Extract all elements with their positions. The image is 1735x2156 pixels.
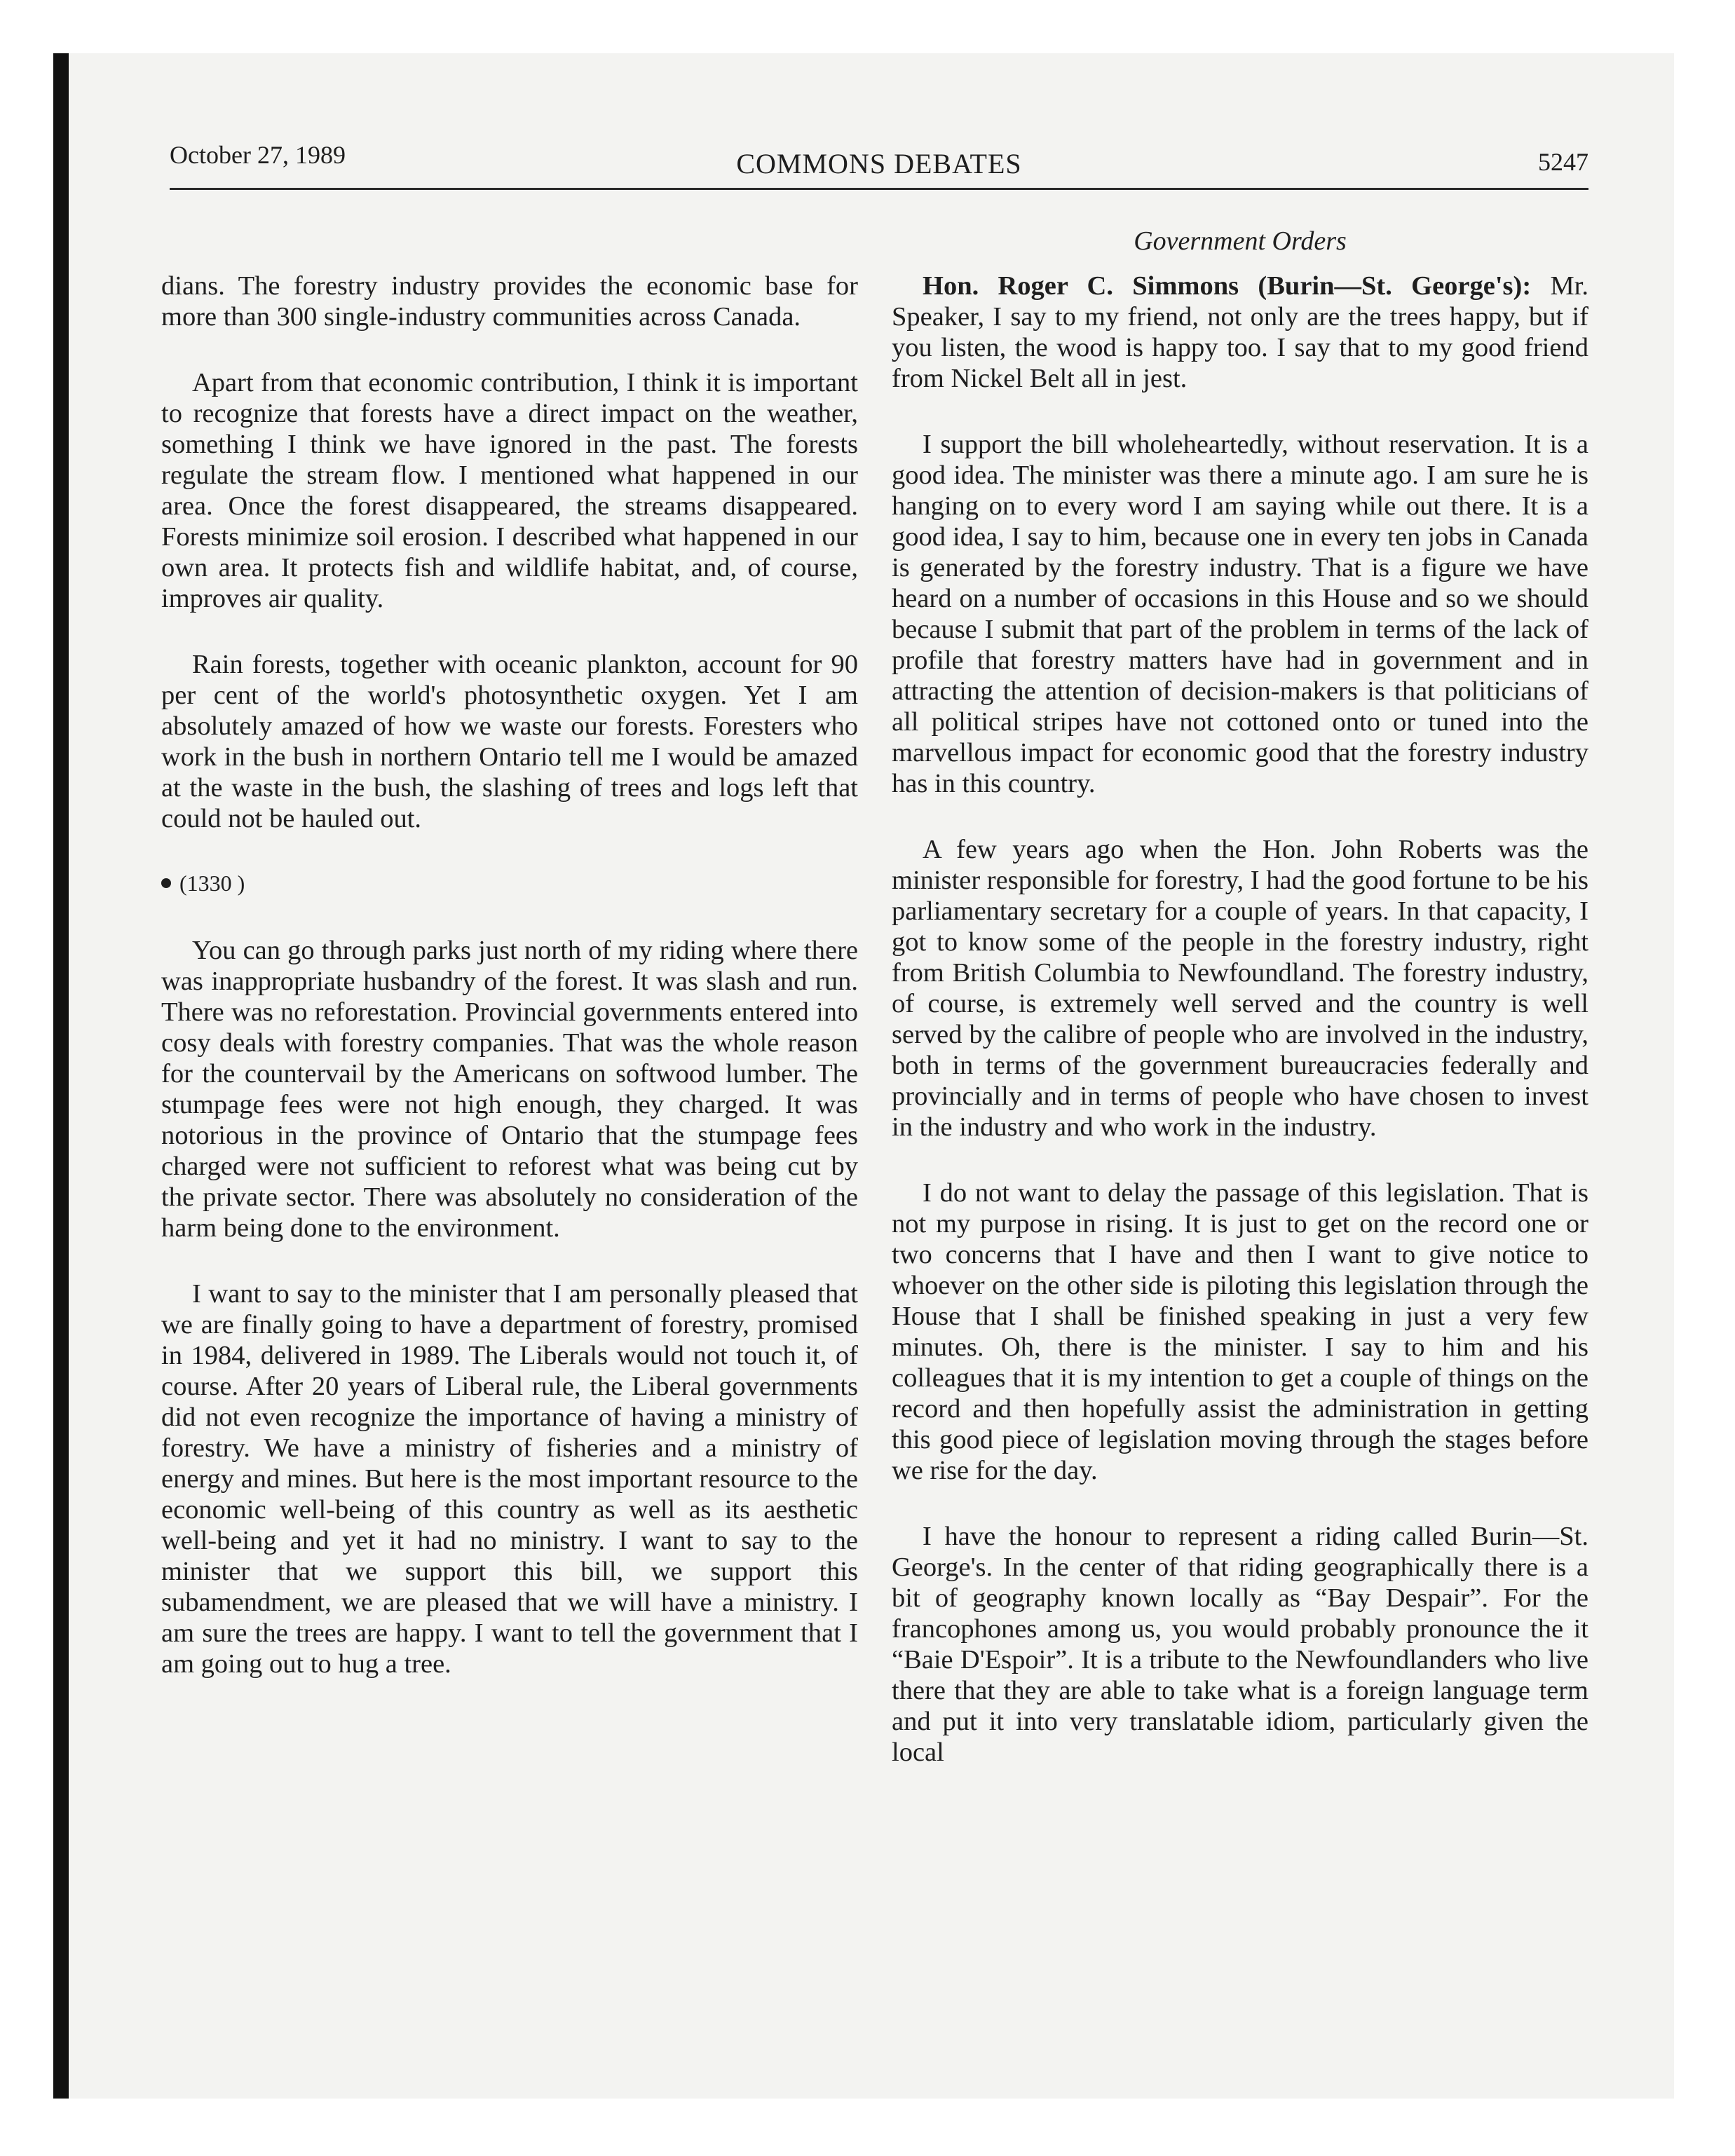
header-page-number: 5247 xyxy=(1538,148,1588,176)
section-label: Government Orders xyxy=(1134,226,1347,256)
right-paragraph-1 xyxy=(892,271,1588,394)
right-paragraph-4: I do not want to delay the passage of this legislation. That is not my purpose in rising. It is just to get on the record one or two concerns that I have and then I want to give notice to whoever on the other side is piloting this legislation through the House that I shall be finished speaking in just a very few minutes. Oh, there is the minister. I say to him and his colleagues that it is my intention to get a couple of things on the record and then hopefully assist the administration in getting this good piece of legislation moving through the stages before we rise for the day. xyxy=(892,1178,1588,1485)
left-paragraph-2: Apart from that economic contribution, I think it is important to recognize that forests have a direct impact on the weather, something I think we have ignored in the past. The forests regulate the stream flow. I mentioned what happened in our area. Once the forest disappeared, the streams disappeared. Forests minimize soil erosion. I described what happened in our own area. It protects fish and wildlife habitat, and, of course, improves air quality. xyxy=(161,368,858,613)
right-column xyxy=(892,271,1588,1768)
left-paragraph-3: Rain forests, together with oceanic plankton, account for 90 per cent of the world's photosynthetic oxygen. Yet I am absolutely amazed of how we waste our forests. Foresters who work in the bush in northern Ontario tell me I would be amazed at the waste in the bush, the slashing of trees and logs left that could not be hauled out. xyxy=(161,650,858,833)
time-marker-text: (1330 ) xyxy=(179,871,245,896)
right-paragraph-5: I have the honour to represent a riding called Burin—St. George's. In the center of that riding geographically there is a bit of geography known locally as “Bay Despair”. For the francophones among us, you would probably pronounce the it “Baie D'Espoir”. It is a tribute to the Newfoundlanders who live there that they are able to take what is a foreign language term and put it into very translatable idiom, particularly given the local xyxy=(892,1522,1588,1767)
speaker-name: Hon. Roger C. Simmons (Burin—St. George's): xyxy=(923,271,1532,301)
page-header xyxy=(170,140,1588,182)
header-date: October 27, 1989 xyxy=(170,141,346,169)
left-paragraph-5: I want to say to the minister that I am personally pleased that we are finally going to have a department of forestry, promised in 1984, delivered in 1989. The Liberals would not touch it, of course. After 20 years of Liberal rule, the Liberal governments did not even recognize the importance of having a ministry of forestry. We have a ministry of fisheries and a ministry of energy and mines. But here is the most important resource to the economic well-being of this country as well as its aesthetic well-being and yet it had no ministry. I want to say to the minister that we support this bill, we support this subamendment, we are pleased that we will have a ministry. I am sure the trees are happy. I want to tell the government that I am going out to hug a tree. xyxy=(161,1279,858,1679)
header-journal-title: COMMONS DEBATES xyxy=(736,148,1022,179)
left-paragraph-4: You can go through parks just north of my riding where there was inappropriate husbandry of the forest. It was slash and run. There was no reforestation. Provincial governments entered into cosy deals with forestry companies. That was the whole reason for the countervail by the Americans on softwood lumber. The stumpage fees were not high enough, they charged. It was notorious in the province of Ontario that the stumpage fees charged were not sufficient to reforest what was being cut by the private sector. There was absolutely no consideration of the harm being done to the environment. xyxy=(161,936,858,1243)
speaker-remarks: Mr. Speaker, I say to my friend, not only are the trees happy, but if you listen, the wood is happy too. I say that to my good friend from Nickel Belt all in jest. xyxy=(892,271,1588,393)
left-paragraph-1: dians. The forestry industry provides the economic base for more than 300 single-industry communities across Canada. xyxy=(161,271,858,332)
bullet-icon xyxy=(161,878,171,888)
right-paragraph-3: A few years ago when the Hon. John Roberts was the minister responsible for forestry, I had the good fortune to be his parliamentary secretary for a couple of years. In that capacity, I got to know some of the people in the forestry industry, right from British Columbia to Newfoundland. The forestry industry, of course, is extremely well served and the country is well served by the calibre of people who are involved in the industry, both in terms of the government bureaucracies federally and provincially and in terms of people who have chosen to invest in the industry and who work in the industry. xyxy=(892,835,1588,1142)
left-column xyxy=(161,271,858,1679)
scan-edge-shadow xyxy=(53,53,69,2099)
header-divider xyxy=(170,188,1588,190)
time-marker xyxy=(161,869,858,897)
right-paragraph-2: I support the bill wholeheartedly, without reservation. It is a good idea. The minister was there a minute ago. I am sure he is hanging on to every word I am saying while out there. It is a good idea, I say to him, because one in every ten jobs in Canada is generated by the forestry industry. That is a figure we have heard on a number of occasions in this House and so we should because I submit that part of the problem in terms of the lack of profile that forestry matters have had in government and in attracting the attention of decision-makers is that politicians of all political stripes have not cottoned onto or tuned into the marvellous impact for economic good that the forestry industry has in this country. xyxy=(892,430,1588,798)
